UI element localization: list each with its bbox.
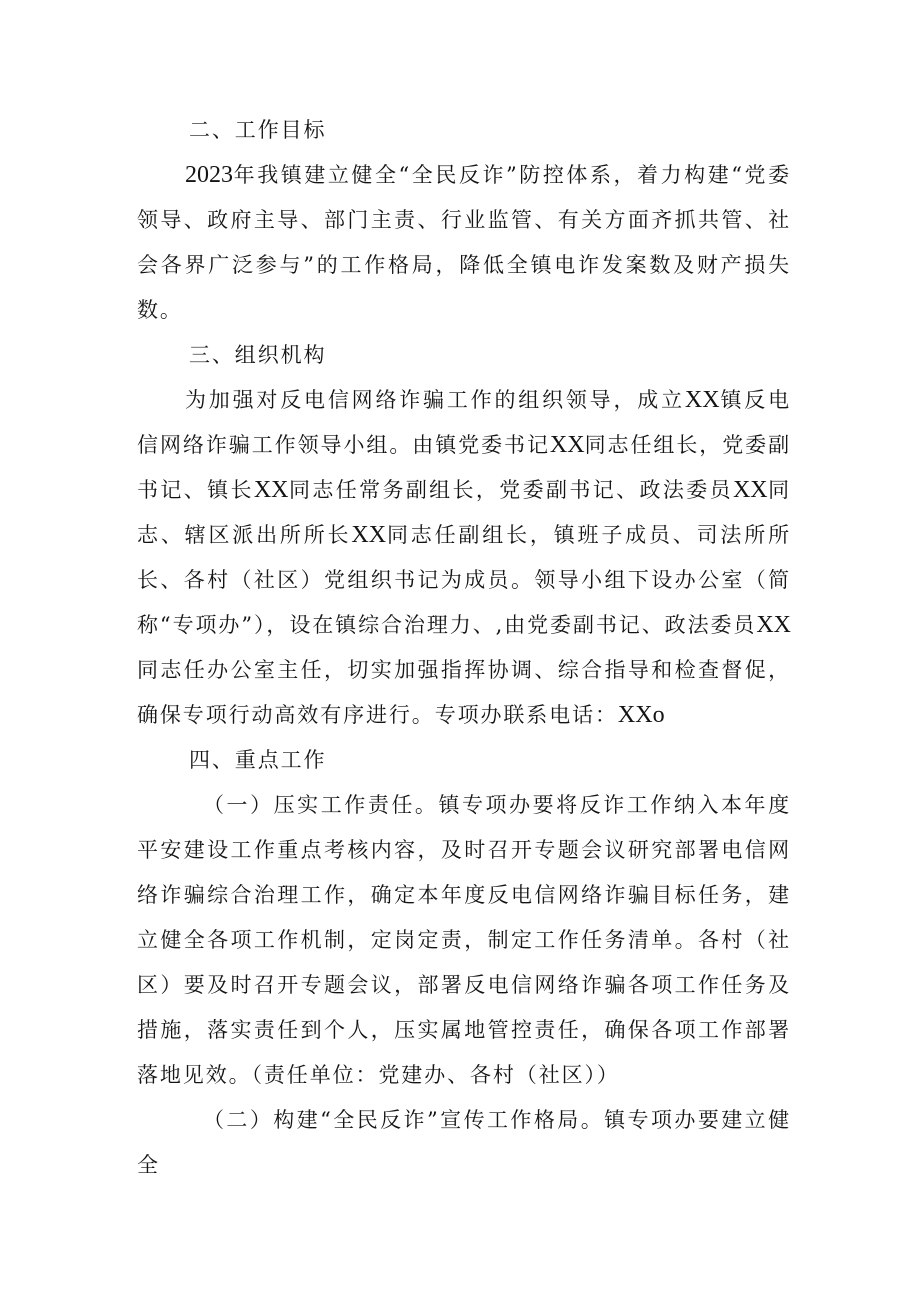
heading-key-work: 四、重点工作 (189, 748, 327, 772)
paragraph-organization: 为加强对反电信网络诈骗工作的组织领导，成立XX镇反电信网络诈骗工作领导小组。由镇党委书记XX同志任组长，党委副书记、镇长XX同志任常务副组长，党委副书记、政法委员XX同志、辖区派出所所长XX同志任副组长，镇班子成员、司法所所长、各村（社区）党组织书记为成员。领导小组下设办公室（简称“专项办”），设在镇综合治理力、,由党委副书记、政法委员XX同志任办公室主任，切实加强指挥协调、综合指导和检查督促，确保专项行动高效有序进行。专项办联系电话：XXo (137, 387, 792, 728)
document-body (137, 108, 791, 1188)
heading-work-goals: 二、工作目标 (189, 118, 327, 142)
heading-organization: 三、组织机构 (189, 343, 327, 367)
paragraph-key-work-item-2: （二）构建“全民反诈”宣传工作格局。镇专项办要建立健全 (137, 1108, 791, 1177)
paragraph-work-goals: 2023年我镇建立健全“全民反诈”防控体系，着力构建“党委领导、政府主导、部门主责、行业监管、有关方面齐抓共管、社会各界广泛参与”的工作格局，降低全镇电诈发案数及财产损失数。 (137, 162, 791, 322)
paragraph-key-work-item-1: （一）压实工作责任。镇专项办要将反诈工作纳入本年度平安建设工作重点考核内容，及时召开专题会议研究部署电信网络诈骗综合治理工作，确定本年度反电信网络诈骗目标任务，建立健全各项工作机制，定岗定责，制定工作任务清单。各村（社区）要及时召开专题会议，部署反电信网络诈骗各项工作任务及措施，落实责任到个人，压实属地管控责任，确保各项工作部署落地见效。（责任单位：党建办、各村（社区）） (137, 793, 791, 1087)
